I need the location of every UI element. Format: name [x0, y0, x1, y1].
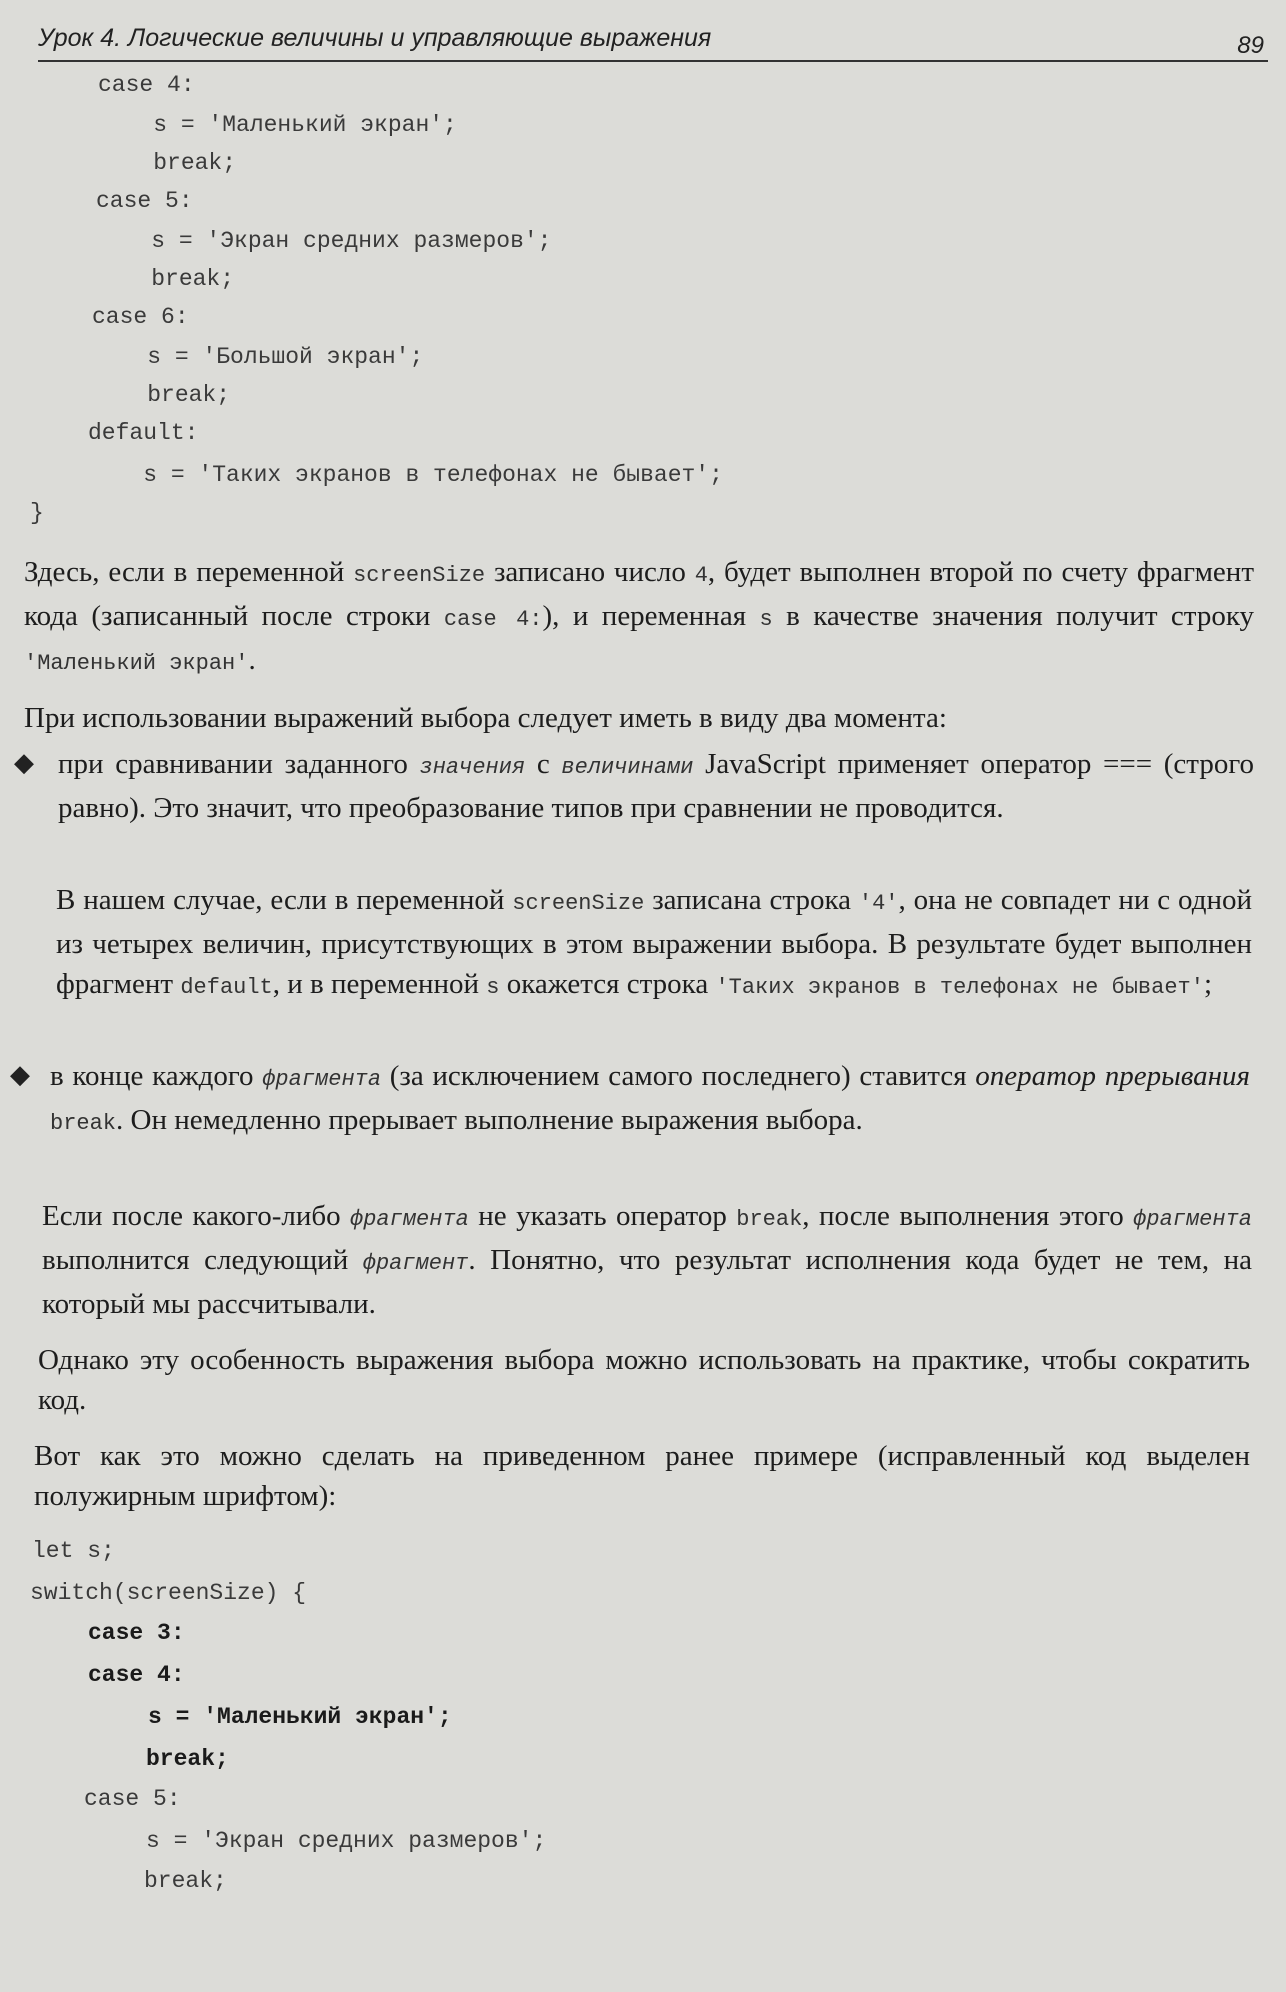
code-line: } [30, 500, 44, 526]
chapter-title: Урок 4. Логические величины и управляющие выражения [38, 24, 712, 52]
code-line-bold: case 4: [88, 1662, 185, 1688]
code-line: case 5: [96, 188, 193, 214]
page-number: 89 [1237, 32, 1264, 59]
code-line: s = 'Большой экран'; [92, 344, 424, 370]
diamond-bullet-icon: ◆ [10, 1060, 30, 1089]
code-line: case 5: [84, 1786, 181, 1812]
code-line-bold: break; [146, 1746, 229, 1772]
code-line: let s; [32, 1538, 115, 1564]
code-line: s = 'Таких экранов в телефонах не бывает'; [88, 462, 723, 488]
page-header [38, 10, 1268, 62]
code-line: break; [98, 150, 237, 176]
bullet-item: при сравнивании заданного значения с величинами JavaScript применяет оператор === (строго равно). Это значит, что преобразование типов при сравнении не проводится. [58, 748, 1255, 824]
paragraph: Здесь, если в переменной screenSize записано число 4, будет выполнен второй по счету фрагмент кода (записанный после строки case 4:), и переменная s в качестве значения получит строку 'Маленький экран'. [24, 556, 1254, 676]
diamond-bullet-icon: ◆ [14, 748, 34, 777]
code-line: switch(screenSize) { [30, 1580, 307, 1606]
bullet-paragraph: В нашем случае, если в переменной screenSize записана строка '4', она не совпадет ни с одной из четырех величин, присутствующих в этом выражении выбора. В результате будет выполнен фрагмент default, и в переменной s окажется строка 'Таких экранов в телефонах не бывает'; [56, 884, 1252, 1000]
code-line: s = 'Маленький экран'; [98, 112, 457, 138]
code-line: break; [144, 1868, 227, 1894]
code-line: default: [88, 420, 199, 446]
code-line: s = 'Экран средних размеров'; [96, 228, 552, 254]
paragraph: Вот как это можно сделать на приведенном ранее примере (исправленный код выделен полужирным шрифтом): [34, 1440, 1250, 1512]
code-line: case 4: [98, 72, 195, 98]
code-line: s = 'Экран средних размеров'; [146, 1828, 547, 1854]
code-line: case 6: [92, 304, 189, 330]
code-line-bold: s = 'Маленький экран'; [148, 1704, 452, 1730]
code-line-bold: case 3: [88, 1620, 185, 1646]
paragraph: При использовании выражений выбора следует иметь в виду два момента: [24, 702, 947, 734]
paragraph: Если после какого-либо фрагмента не указать оператор break, после выполнения этого фрагмента выполнится следующий фрагмент. Понятно, что результат исполнения кода будет не тем, на который мы рассчитывали. [42, 1200, 1253, 1320]
paragraph: Однако эту особенность выражения выбора можно использовать на практике, чтобы сократить код. [38, 1344, 1250, 1416]
bullet-item: в конце каждого фрагмента (за исключением самого последнего) ставится оператор прерывания break. Он немедленно прерывает выполнение выражения выбора. [50, 1060, 1250, 1136]
code-line: break; [96, 266, 235, 292]
code-line: break; [92, 382, 231, 408]
